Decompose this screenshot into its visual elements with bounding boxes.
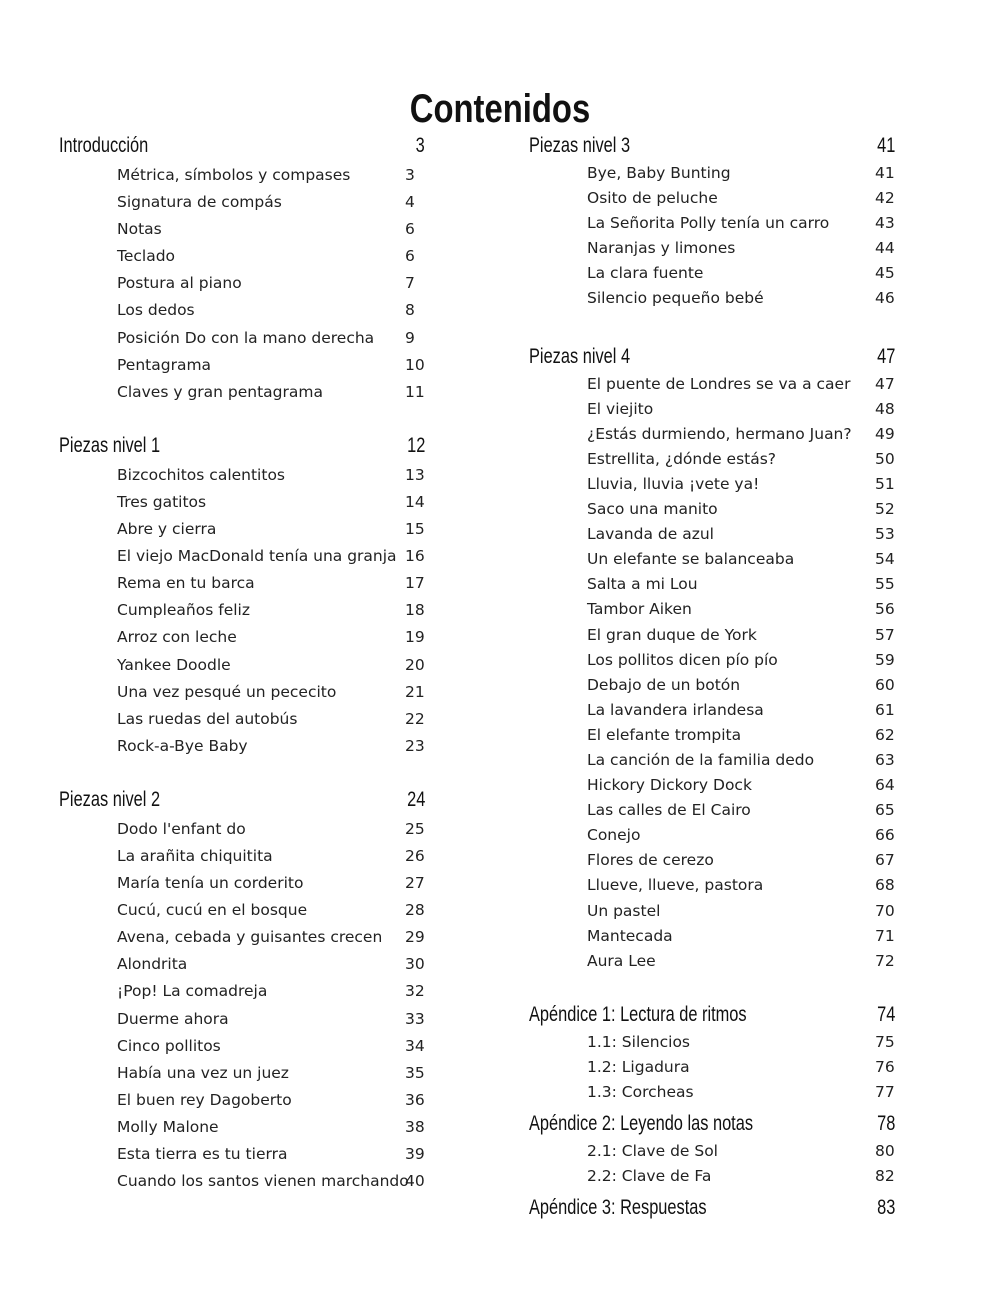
section-title: Apéndice 3: Respuestas [529, 1196, 707, 1220]
section-title: Piezas nivel 2 [59, 787, 161, 811]
entry-title: Yankee Doodle [117, 655, 231, 674]
entry-title: Las ruedas del autobús [117, 709, 298, 728]
entry-title: La arañita chiquitita [117, 846, 273, 865]
toc-entry[interactable] [529, 902, 899, 927]
entry-page-number: 3 [405, 166, 415, 184]
entry-title: Un elefante se balanceaba [587, 550, 795, 569]
section-title: Piezas nivel 1 [59, 433, 161, 457]
toc-entry[interactable] [529, 776, 899, 801]
toc-entry[interactable] [59, 601, 429, 628]
toc-entry[interactable] [59, 982, 429, 1009]
page-title: Contenidos [409, 86, 591, 131]
toc-entry[interactable] [59, 383, 429, 410]
entry-list [529, 1033, 899, 1108]
entry-page-number: 60 [875, 675, 895, 694]
entry-page-number: 41 [875, 164, 895, 182]
entry-page-number: 49 [875, 424, 895, 443]
entry-page-number: 56 [875, 600, 895, 619]
entry-page-number: 22 [405, 709, 425, 728]
toc-entry[interactable] [59, 166, 429, 193]
entry-page-number: 33 [405, 1009, 425, 1028]
toc-entry[interactable] [59, 1091, 429, 1118]
section-page-number: 24 [406, 787, 425, 811]
toc-entry[interactable] [529, 239, 899, 264]
entry-page-number: 9 [405, 328, 415, 347]
entry-title: Métrica, símbolos y compases [117, 166, 351, 184]
section-title: Introducción [59, 134, 149, 157]
entry-page-number: 53 [875, 525, 895, 544]
entry-page-number: 71 [875, 926, 895, 945]
toc-entry[interactable] [529, 264, 899, 289]
entry-title: Osito de peluche [587, 189, 718, 208]
entry-title: Lluvia, lluvia ¡vete ya! [587, 474, 760, 493]
entry-page-number: 28 [405, 901, 425, 920]
entry-title: 2.2: Clave de Fa [587, 1167, 712, 1186]
entry-page-number: 55 [875, 575, 895, 594]
entry-title: 1.2: Ligadura [587, 1057, 690, 1076]
toc-entry[interactable] [59, 1064, 429, 1091]
toc-entry[interactable] [59, 547, 429, 574]
entry-page-number: 6 [405, 220, 415, 239]
entry-title: Molly Malone [117, 1117, 219, 1136]
toc-section-piezas-nivel-4 [529, 345, 899, 977]
section-page-number: 47 [876, 344, 895, 368]
entry-title: 1.1: Silencios [587, 1032, 690, 1051]
entry-page-number: 10 [405, 355, 425, 374]
entry-page-number: 52 [875, 500, 895, 519]
entry-title: Cuando los santos vienen marchando [117, 1172, 409, 1191]
entry-title: Las calles de El Cairo [587, 801, 751, 820]
toc-entry[interactable] [59, 1037, 429, 1064]
toc-entry[interactable] [529, 525, 899, 550]
entry-title: Rema en tu barca [117, 574, 255, 593]
toc-entry[interactable] [529, 1058, 899, 1083]
entry-page-number: 34 [405, 1036, 425, 1055]
entry-page-number: 68 [875, 876, 895, 895]
section-page-number: 74 [876, 1002, 895, 1026]
entry-title: Llueve, llueve, pastora [587, 876, 764, 895]
toc-entry[interactable] [59, 493, 429, 520]
entry-title: Lavanda de azul [587, 525, 714, 544]
entry-title: Había una vez un juez [117, 1063, 289, 1082]
entry-title: Hickory Dickory Dock [587, 776, 752, 795]
toc-entry[interactable] [529, 826, 899, 851]
entry-page-number: 27 [405, 874, 425, 893]
entry-page-number: 16 [405, 547, 425, 566]
toc-entry[interactable] [529, 289, 899, 314]
entry-page-number: 18 [405, 601, 425, 620]
entry-page-number: 29 [405, 928, 425, 947]
entry-title: María tenía un corderito [117, 874, 304, 893]
entry-page-number: 19 [405, 628, 425, 647]
entry-title: El gran duque de York [587, 625, 757, 644]
toc-entry[interactable] [529, 676, 899, 701]
entry-page-number: 47 [875, 374, 895, 393]
toc-entry[interactable] [529, 1033, 899, 1058]
toc-section-apendice-3-respuestas [529, 1196, 899, 1226]
entry-title: Salta a mi Lou [587, 575, 698, 594]
toc-entry[interactable] [59, 247, 429, 274]
toc-section-piezas-nivel-1 [59, 434, 429, 764]
entry-title: Aura Lee [587, 951, 656, 970]
entry-title: El puente de Londres se va a caer [587, 374, 851, 393]
section-page-number: 83 [876, 1196, 895, 1220]
entry-page-number: 57 [875, 625, 895, 644]
toc-entry[interactable] [59, 356, 429, 383]
entry-title: Un pastel [587, 901, 661, 920]
entry-page-number: 48 [875, 399, 895, 418]
entry-page-number: 63 [875, 750, 895, 769]
entry-title: Signatura de compás [117, 193, 282, 212]
toc-entry[interactable] [529, 189, 899, 214]
toc-entry[interactable] [59, 1010, 429, 1037]
entry-page-number: 25 [405, 819, 425, 838]
toc-column-left [59, 134, 429, 1199]
entry-page-number: 14 [405, 492, 425, 511]
entry-page-number: 35 [405, 1063, 425, 1082]
entry-title: Cinco pollitos [117, 1036, 221, 1055]
entry-page-number: 75 [875, 1032, 895, 1051]
entry-page-number: 51 [875, 474, 895, 493]
toc-entry[interactable] [59, 656, 429, 683]
entry-title: Tres gatitos [117, 492, 207, 511]
entry-title: Saco una manito [587, 500, 718, 519]
section-heading[interactable] [529, 1003, 899, 1033]
entry-page-number: 17 [405, 574, 425, 593]
toc-entry[interactable] [529, 375, 899, 400]
entry-page-number: 26 [405, 846, 425, 865]
entry-title: Estrellita, ¿dónde estás? [587, 449, 777, 468]
entry-page-number: 62 [875, 725, 895, 744]
toc-entry[interactable] [59, 274, 429, 301]
entry-list [529, 375, 899, 977]
entry-title: Flores de cerezo [587, 851, 714, 870]
entry-page-number: 61 [875, 700, 895, 719]
entry-title: Arroz con leche [117, 628, 237, 647]
toc-entry[interactable] [59, 1118, 429, 1145]
entry-page-number: 39 [405, 1145, 425, 1163]
toc-entry[interactable] [529, 500, 899, 525]
section-title: Apéndice 1: Lectura de ritmos [529, 1002, 747, 1026]
toc-entry[interactable] [529, 726, 899, 751]
entry-page-number: 40 [405, 1172, 425, 1191]
entry-title: Mantecada [587, 926, 673, 945]
toc-entry[interactable] [529, 701, 899, 726]
entry-title: Esta tierra es tu tierra [117, 1145, 288, 1163]
entry-page-number: 77 [875, 1083, 895, 1101]
toc-entry[interactable] [529, 550, 899, 575]
toc-entry[interactable] [529, 164, 899, 189]
entry-title: La lavandera irlandesa [587, 700, 764, 719]
entry-title: Duerme ahora [117, 1009, 229, 1028]
entry-page-number: 82 [875, 1167, 895, 1186]
entry-title: Silencio pequeño bebé [587, 289, 764, 308]
entry-title: Debajo de un botón [587, 675, 741, 694]
toc-section-apendice-1-lectura-de-ritmos [529, 1003, 899, 1108]
entry-page-number: 64 [875, 776, 895, 795]
entry-title: Posición Do con la mano derecha [117, 328, 375, 347]
toc-section-piezas-nivel-2 [59, 788, 429, 1199]
toc-entry[interactable] [529, 751, 899, 776]
section-heading[interactable] [529, 1196, 899, 1226]
entry-page-number: 43 [875, 214, 895, 233]
entry-page-number: 70 [875, 901, 895, 920]
toc-entry[interactable] [59, 1172, 429, 1199]
entry-title: Pentagrama [117, 355, 212, 374]
entry-page-number: 8 [405, 301, 415, 320]
toc-section-introduccion [59, 134, 429, 410]
entry-page-number: 13 [405, 465, 425, 484]
entry-page-number: 50 [875, 449, 895, 468]
section-page-number: 41 [876, 134, 895, 157]
toc-entry[interactable] [59, 574, 429, 601]
toc-entry[interactable] [59, 901, 429, 928]
entry-title: El viejito [587, 399, 654, 418]
entry-title: La clara fuente [587, 264, 704, 283]
entry-page-number: 4 [405, 193, 415, 212]
entry-title: Una vez pesqué un pececito [117, 682, 337, 701]
entry-page-number: 6 [405, 247, 415, 266]
entry-title: Cumpleaños feliz [117, 601, 250, 620]
entry-title: Alondrita [117, 955, 188, 974]
entry-title: Abre y cierra [117, 520, 217, 539]
entry-title: Conejo [587, 826, 641, 845]
entry-title: Cucú, cucú en el bosque [117, 901, 308, 920]
entry-page-number: 67 [875, 851, 895, 870]
toc-entry[interactable] [59, 1145, 429, 1172]
section-heading[interactable] [59, 788, 429, 818]
section-heading[interactable] [59, 134, 429, 164]
entry-page-number: 36 [405, 1090, 425, 1109]
entry-page-number: 30 [405, 955, 425, 974]
toc-entry[interactable] [529, 876, 899, 901]
entry-title: Teclado [117, 247, 176, 266]
toc-entry[interactable] [529, 450, 899, 475]
entry-page-number: 59 [875, 650, 895, 669]
entry-page-number: 23 [405, 736, 425, 755]
section-title: Apéndice 2: Leyendo las notas [529, 1112, 754, 1136]
entry-title: El elefante trompita [587, 725, 742, 744]
entry-page-number: 80 [875, 1142, 895, 1161]
entry-title: Dodo l'enfant do [117, 819, 246, 838]
entry-list [529, 1142, 899, 1192]
toc-entry[interactable] [529, 425, 899, 450]
section-page-number: 12 [406, 433, 425, 457]
entry-page-number: 32 [405, 982, 425, 1001]
toc-entry[interactable] [529, 851, 899, 876]
toc-entry[interactable] [529, 651, 899, 676]
entry-title: Notas [117, 220, 162, 239]
toc-entry[interactable] [529, 801, 899, 826]
toc-entry[interactable] [59, 301, 429, 328]
entry-page-number: 7 [405, 274, 415, 293]
toc-entry[interactable] [59, 928, 429, 955]
toc-entry[interactable] [59, 329, 429, 356]
entry-page-number: 65 [875, 801, 895, 820]
entry-page-number: 21 [405, 682, 425, 701]
entry-title: Los dedos [117, 301, 195, 320]
toc-entry[interactable] [59, 820, 429, 847]
toc-entry[interactable] [529, 400, 899, 425]
section-heading[interactable] [59, 434, 429, 464]
entry-page-number: 38 [405, 1117, 425, 1136]
section-heading[interactable] [529, 1112, 899, 1142]
section-page-number: 78 [876, 1112, 895, 1136]
toc-entry[interactable] [59, 193, 429, 220]
toc-section-apendice-2-leyendo-las-notas [529, 1112, 899, 1192]
toc-entry[interactable] [59, 955, 429, 982]
entry-page-number: 45 [875, 264, 895, 283]
toc-entry[interactable] [59, 737, 429, 764]
entry-title: Los pollitos dicen pío pío [587, 650, 778, 669]
toc-entry[interactable] [59, 520, 429, 547]
entry-list [59, 820, 429, 1199]
toc-entry[interactable] [59, 874, 429, 901]
toc-entry[interactable] [529, 952, 899, 977]
entry-title: ¿Estás durmiendo, hermano Juan? [587, 424, 852, 443]
entry-title: Bizcochitos calentitos [117, 465, 286, 484]
entry-title: Claves y gran pentagrama [117, 382, 323, 401]
toc-entry[interactable] [529, 475, 899, 500]
toc-entry[interactable] [529, 600, 899, 625]
toc-entry[interactable] [59, 710, 429, 737]
toc-entry[interactable] [59, 628, 429, 655]
toc-entry[interactable] [59, 466, 429, 493]
toc-entry[interactable] [59, 847, 429, 874]
entry-title: Tambor Aiken [587, 600, 692, 619]
entry-title: Postura al piano [117, 274, 242, 293]
toc-entry[interactable] [59, 683, 429, 710]
entry-page-number: 76 [875, 1057, 895, 1076]
entry-list [529, 164, 899, 315]
entry-title: La Señorita Polly tenía un carro [587, 214, 830, 233]
entry-page-number: 42 [875, 189, 895, 208]
entry-page-number: 66 [875, 826, 895, 845]
section-heading[interactable] [529, 345, 899, 375]
entry-page-number: 46 [875, 289, 895, 308]
toc-entry[interactable] [529, 214, 899, 239]
section-title: Piezas nivel 3 [529, 134, 631, 157]
entry-title: Bye, Baby Bunting [587, 164, 731, 182]
entry-title: Avena, cebada y guisantes crecen [117, 928, 383, 947]
toc-entry[interactable] [529, 1083, 899, 1108]
section-page-number: 3 [415, 134, 425, 157]
entry-title: Naranjas y limones [587, 239, 736, 258]
entry-page-number: 11 [405, 382, 425, 401]
toc-section-piezas-nivel-3 [529, 134, 899, 315]
entry-page-number: 20 [405, 655, 425, 674]
entry-title: 2.1: Clave de Sol [587, 1142, 718, 1161]
entry-page-number: 72 [875, 951, 895, 970]
toc-column-right [529, 134, 899, 1226]
section-title: Piezas nivel 4 [529, 344, 631, 368]
entry-list [59, 166, 429, 410]
entry-title: 1.3: Corcheas [587, 1083, 694, 1101]
toc-entry[interactable] [529, 626, 899, 651]
entry-title: El buen rey Dagoberto [117, 1090, 292, 1109]
toc-entry[interactable] [59, 220, 429, 247]
entry-page-number: 44 [875, 239, 895, 258]
entry-title: ¡Pop! La comadreja [117, 982, 268, 1001]
entry-list [59, 466, 429, 764]
toc-entry[interactable] [529, 1167, 899, 1192]
toc-entry[interactable] [529, 575, 899, 600]
entry-page-number: 15 [405, 520, 425, 539]
entry-title: El viejo MacDonald tenía una granja [117, 547, 397, 566]
entry-page-number: 54 [875, 550, 895, 569]
toc-entry[interactable] [529, 1142, 899, 1167]
entry-title: La canción de la familia dedo [587, 750, 815, 769]
entry-title: Rock-a-Bye Baby [117, 736, 248, 755]
section-heading[interactable] [529, 134, 899, 164]
toc-entry[interactable] [529, 927, 899, 952]
